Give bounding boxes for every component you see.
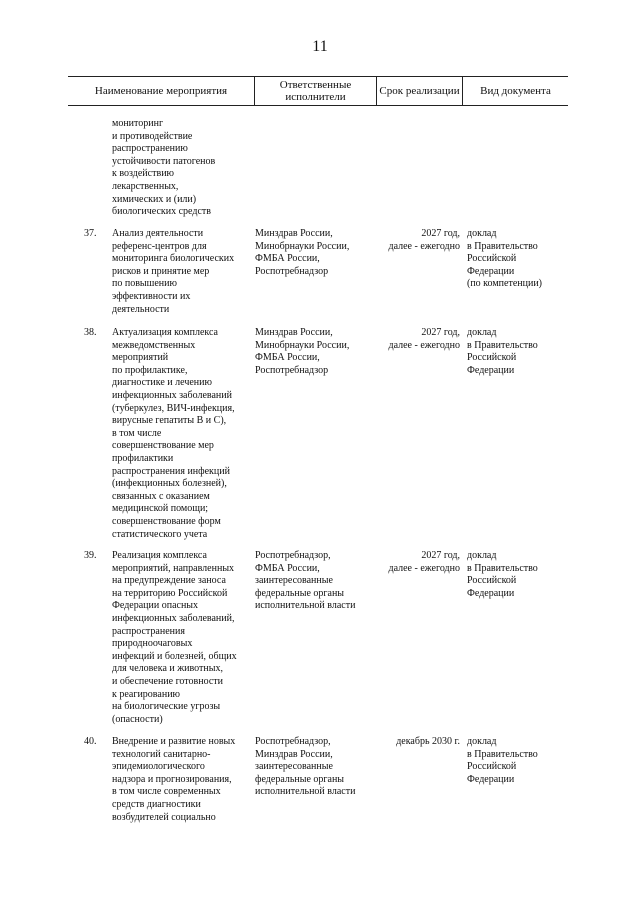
row-responsible: Минздрав России, Минобрнауки России, ФМБА России, Роспотребнадзор <box>255 327 350 376</box>
row-doc-type: доклад в Правительство Российской Федерации (по компетенции) <box>467 228 543 290</box>
header-name: Наименование мероприятия <box>94 85 228 97</box>
row-name: Реализация комплекса мероприятий, направленных на предупреждение заноса на территорию Российской Федерации опасных инфекционных заболеваний, распространения природноочаговых инфекций и болезней, общих для человека и животных, и обеспечение готовности к реагированию на биологические угрозы (опасности) <box>112 550 237 725</box>
row-term: 2027 год, далее - ежегодно <box>388 550 460 574</box>
header-doc-type: Вид документа <box>462 77 568 105</box>
continuation-text: мониторинг и противодействие распространению устойчивости патогенов к воздействию лекарственных, химических и (или) биологических средств <box>112 118 216 218</box>
header-term: Срок реализации <box>376 77 462 105</box>
header-responsible: Ответственные исполнители <box>254 77 376 105</box>
row-number: 39. <box>84 550 97 561</box>
row-number: 37. <box>84 228 97 239</box>
row-responsible: Минздрав России, Минобрнауки России, ФМБА России, Роспотребнадзор <box>255 228 350 277</box>
row-doc-type: доклад в Правительство Российской Федерации <box>467 327 538 376</box>
table-header <box>68 76 568 106</box>
row-name: Анализ деятельности референс-центров для мониторинга биологических рисков и принятие мер по повышению эффективности их деятельности <box>112 228 235 315</box>
row-number: 40. <box>84 736 97 747</box>
row-name: Актуализация комплекса межведомственных мероприятий по профилактике, диагностике и лечению инфекционных заболеваний (туберкулез, ВИЧ-инфекция, вирусные гепатиты В и С), в том числе совершенствование мер профилактики распространения инфекций (инфекционных болезней), связанных с оказанием медицинской помощи; совершенствование форм статистического учета <box>112 327 235 540</box>
row-responsible: Роспотребнадзор, Минздрав России, заинтересованные федеральные органы исполнительной власти <box>255 736 356 798</box>
row-term: 2027 год, далее - ежегодно <box>388 228 460 252</box>
row-name: Внедрение и развитие новых технологий санитарно- эпидемиологического надзора и прогнозирования, в том числе современных средств диагностики возбудителей социально <box>112 736 236 823</box>
row-doc-type: доклад в Правительство Российской Федерации <box>467 550 538 599</box>
row-term: декабрь 2030 г. <box>396 736 460 747</box>
row-term: 2027 год, далее - ежегодно <box>388 327 460 351</box>
page-number: 11 <box>312 38 328 55</box>
row-doc-type: доклад в Правительство Российской Федерации <box>467 736 538 785</box>
row-responsible: Роспотребнадзор, ФМБА России, заинтересованные федеральные органы исполнительной власти <box>255 550 356 612</box>
row-number: 38. <box>84 327 97 338</box>
